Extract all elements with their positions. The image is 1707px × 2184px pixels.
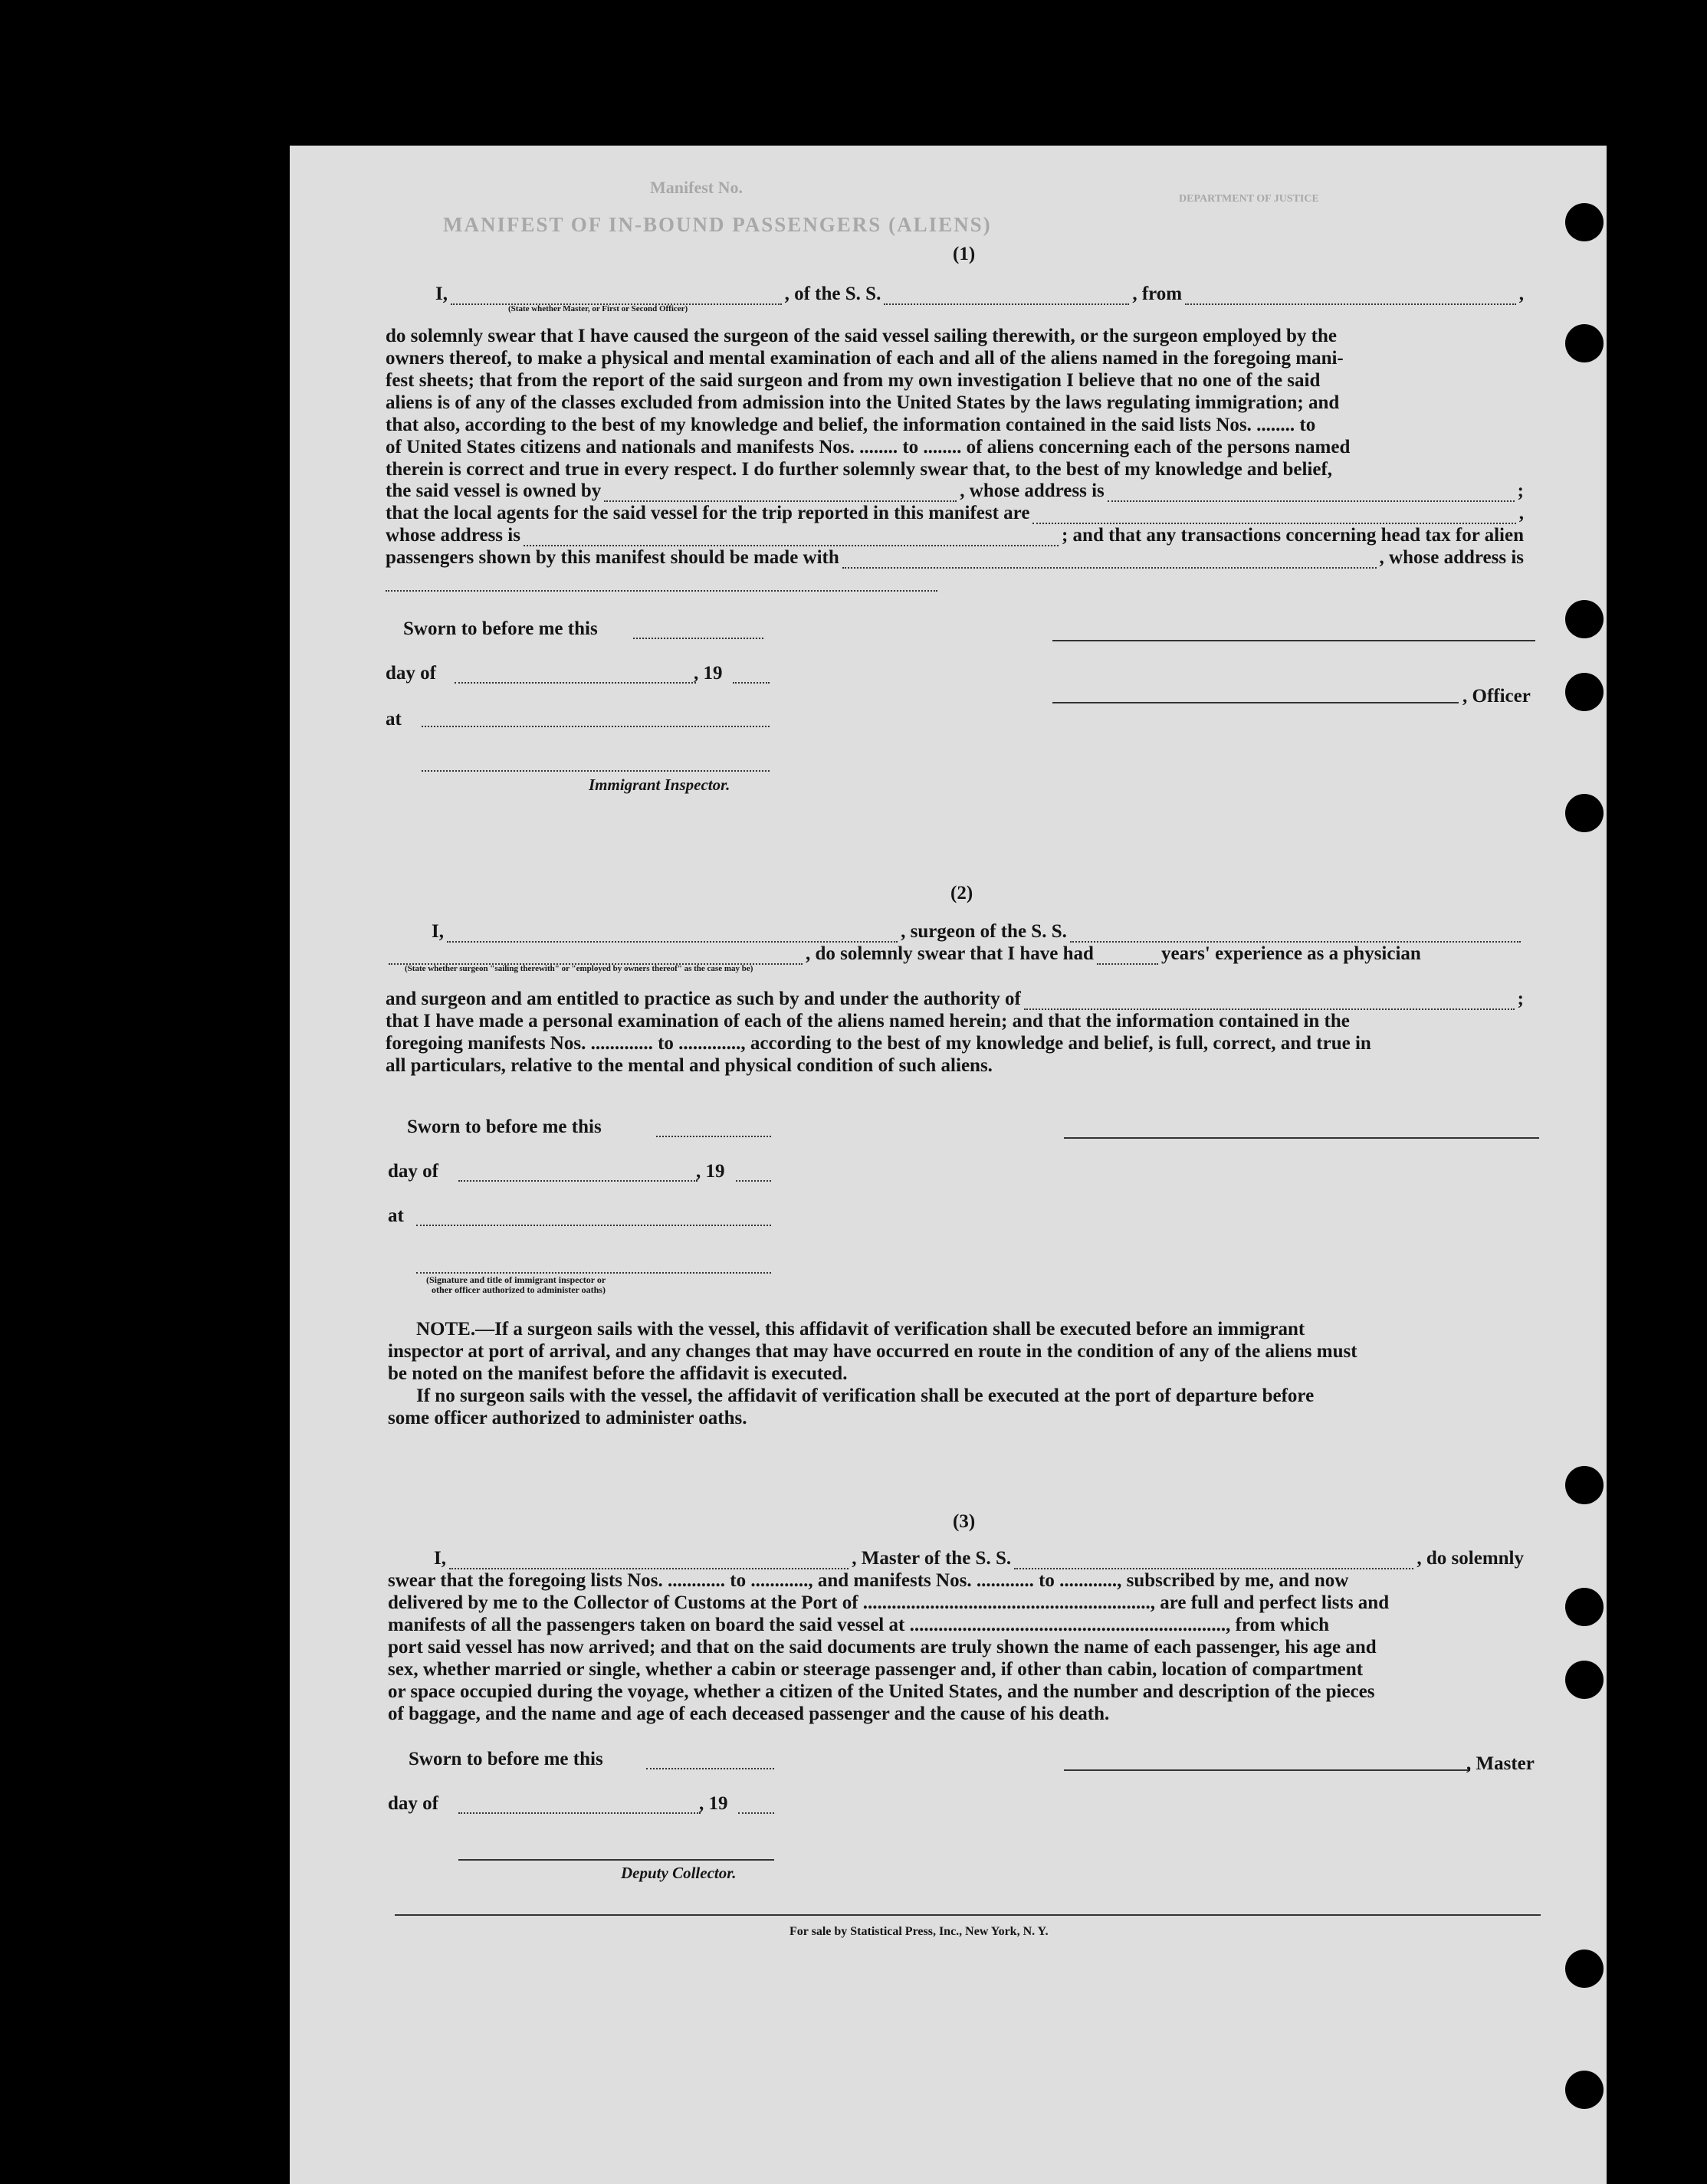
section-2-note xyxy=(388,1318,1527,1429)
at-blank xyxy=(416,1225,771,1226)
master-label: , Master xyxy=(1466,1753,1535,1774)
sworn-label-2: Sworn to before me this xyxy=(407,1117,602,1137)
signature-note-1: (Signature and title of immigrant inspector or xyxy=(426,1274,606,1285)
binder-hole xyxy=(1565,1661,1604,1699)
note-line: NOTE.—If a surgeon sails with the vessel, this affidavit of verification shall be executed before an immigrant xyxy=(416,1319,1305,1340)
section-2-line-1: I, , surgeon of the S. S. xyxy=(432,921,1524,943)
day-of-label-1: day of xyxy=(386,663,436,684)
oath-line: aliens is of any of the classes excluded from admission into the United States by the laws regulating immigration; and xyxy=(386,392,1340,413)
year-label-1: , 19 xyxy=(694,663,723,684)
sworn-date-blank xyxy=(656,1136,771,1137)
oath-line: all particulars, relative to the mental and physical condition of such aliens. xyxy=(386,1055,993,1076)
binder-hole xyxy=(1565,794,1604,832)
at-label-2: at xyxy=(388,1205,404,1226)
year-blank xyxy=(736,1180,771,1182)
oath-line: do solemnly swear that I have caused the surgeon of the said vessel sailing therewith, or the surgeon employed by the xyxy=(386,326,1337,346)
binder-hole xyxy=(1565,1466,1604,1504)
inspector-signature-blank xyxy=(416,1272,771,1274)
day-of-label-3: day of xyxy=(388,1793,438,1814)
oath-line: that I have made a personal examination of each of the aliens named herein; and that the information contained in the xyxy=(386,1011,1350,1031)
binder-hole xyxy=(1565,2071,1604,2109)
at-label-1: at xyxy=(386,709,402,730)
oath-line: swear that the foregoing lists Nos. ............ to ............, and manifests Nos. ............ to ............, subscribed by me, and now xyxy=(388,1570,1349,1591)
agents-line: that the local agents for the said vessel for the trip reported in this manifest are , xyxy=(386,503,1524,523)
surgeon-note: (State whether surgeon "sailing therewith" or "employed by owners thereof" as the case may be) xyxy=(405,964,753,973)
year-blank xyxy=(738,1812,774,1814)
section-2-oath xyxy=(386,1010,1525,1077)
signature-note-2: other officer authorized to administer oaths) xyxy=(432,1284,606,1295)
oath-line: of United States citizens and nationals and manifests Nos. ........ to ........ of aliens concerning each of the persons named xyxy=(386,437,1351,457)
officer-label: , Officer xyxy=(1462,686,1531,707)
address-blank xyxy=(386,590,937,592)
binder-hole xyxy=(1565,1588,1604,1626)
oath-line: of baggage, and the name and age of each deceased passenger and the cause of his death. xyxy=(388,1704,1110,1724)
footer-rule xyxy=(395,1914,1541,1916)
faint-manifest-no: Manifest No. xyxy=(650,178,743,197)
note-line: If no surgeon sails with the vessel, the affidavit of verification shall be executed at the port of departure before xyxy=(416,1385,1315,1406)
master-signature-blank xyxy=(1064,1769,1470,1771)
oath-line: therein is correct and true in every respect. I do further solemnly swear that, to the best of my knowledge and belief, xyxy=(386,459,1333,480)
whose-address-line: whose address is ; and that any transactions concerning head tax for alien xyxy=(386,525,1524,546)
section-2-line-2: , do solemnly swear that I have had years' experience as a physician xyxy=(386,943,1524,965)
officer-signature-blank xyxy=(1052,640,1535,641)
collector-label: Deputy Collector. xyxy=(621,1864,737,1882)
note-line: inspector at port of arrival, and any changes that may have occurred en route in the condition of any of the aliens must xyxy=(388,1341,1357,1362)
section-3-oath xyxy=(388,1569,1527,1725)
authority-line: and surgeon and am entitled to practice as such by and under the authority of ; xyxy=(386,989,1524,1009)
owned-by-line: the said vessel is owned by , whose address is ; xyxy=(386,480,1524,501)
section-1-oath xyxy=(386,325,1525,480)
day-of-blank xyxy=(458,1180,698,1182)
oath-line: sex, whether married or single, whether a cabin or steerage passenger and, if other than cabin, location of compartment xyxy=(388,1659,1364,1680)
section-2-number: (2) xyxy=(950,883,973,903)
faint-dept: DEPARTMENT OF JUSTICE xyxy=(1179,193,1319,205)
binder-hole xyxy=(1565,203,1604,241)
officer-note: (State whether Master, or First or Second Officer) xyxy=(508,304,688,313)
sworn-date-blank xyxy=(646,1768,774,1769)
note-line: some officer authorized to administer oaths. xyxy=(388,1408,747,1428)
note-line: be noted on the manifest before the affidavit is executed. xyxy=(388,1363,848,1384)
oath-line: fest sheets; that from the report of the said surgeon and from my own investigation I believe that no one of the said xyxy=(386,370,1321,391)
inspector-signature-blank xyxy=(422,770,770,772)
manifest-page xyxy=(290,146,1607,2184)
section-3-line-1: I, , Master of the S. S. , do solemnly xyxy=(434,1548,1525,1569)
oath-line: foregoing manifests Nos. ............. to ............., according to the best of my knowledge and belief, is full, correct, and true in xyxy=(386,1033,1371,1054)
signature-blank-2 xyxy=(1064,1137,1539,1139)
binder-hole xyxy=(1565,1950,1604,1988)
binder-hole xyxy=(1565,324,1604,362)
section-3-number: (3) xyxy=(953,1511,976,1532)
printer-imprint: For sale by Statistical Press, Inc., New York, N. Y. xyxy=(789,1925,1049,1938)
oath-line: that also, according to the best of my knowledge and belief, the information contained in the said lists Nos. ........ to xyxy=(386,415,1316,435)
faint-title: MANIFEST OF IN-BOUND PASSENGERS (ALIENS) xyxy=(443,213,992,236)
inspector-label: Immigrant Inspector. xyxy=(589,776,730,794)
day-of-label-2: day of xyxy=(388,1161,438,1182)
at-blank xyxy=(422,726,770,727)
day-of-blank xyxy=(458,1812,701,1814)
oath-line: owners thereof, to make a physical and mental examination of each and all of the aliens named in the foregoing mani- xyxy=(386,348,1344,369)
year-label-2: , 19 xyxy=(696,1161,725,1182)
sworn-label-1: Sworn to before me this xyxy=(403,618,598,639)
day-of-blank xyxy=(455,682,696,684)
oath-line: manifests of all the passengers taken on board the said vessel at .................................................................., from which xyxy=(388,1615,1330,1635)
year-blank xyxy=(733,682,770,684)
officer-title-blank xyxy=(1052,702,1459,703)
oath-line: delivered by me to the Collector of Customs at the Port of ............................................................, are full and perfect lists and xyxy=(388,1592,1390,1613)
passengers-line: passengers shown by this manifest should be made with , whose address is xyxy=(386,547,1524,568)
oath-line: or space occupied during the voyage, whether a citizen of the United States, and the number and description of the pieces xyxy=(388,1681,1375,1702)
binder-hole xyxy=(1565,673,1604,711)
section-1-number: (1) xyxy=(953,244,976,264)
year-label-3: , 19 xyxy=(699,1793,728,1814)
section-1-line-1: I, , of the S. S. , from , xyxy=(435,284,1524,304)
sworn-label-3: Sworn to before me this xyxy=(409,1749,603,1769)
oath-line: port said vessel has now arrived; and that on the said documents are truly shown the name of each passenger, his age and xyxy=(388,1637,1377,1658)
sworn-date-blank xyxy=(633,638,763,639)
collector-signature-blank xyxy=(458,1859,774,1861)
binder-hole xyxy=(1565,600,1604,638)
